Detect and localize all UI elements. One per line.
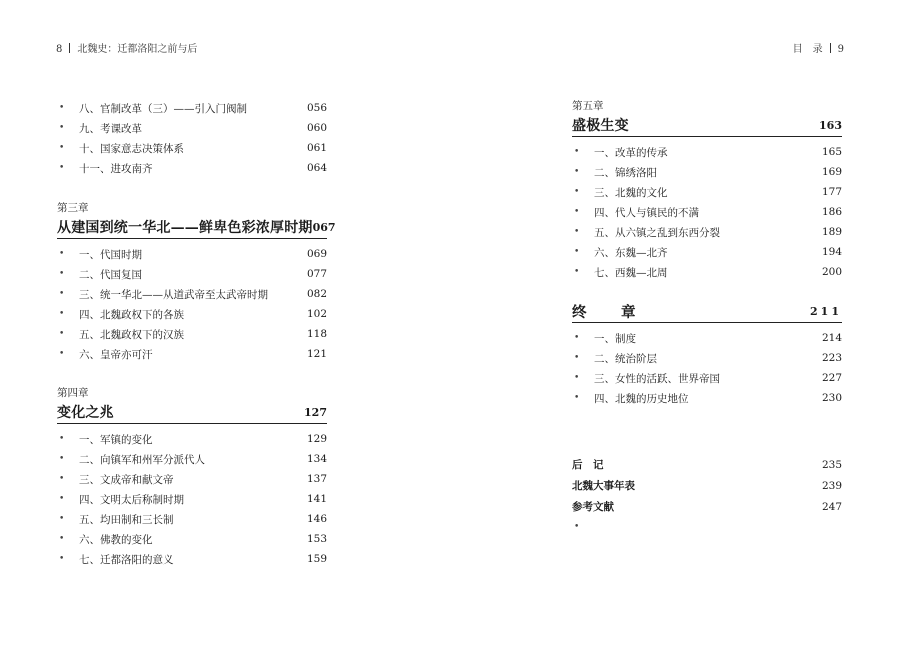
toc-entry-title: 四、文明太后称制时期 bbox=[79, 493, 184, 506]
toc-entry-title: 四、北魏政权下的各族 bbox=[79, 308, 184, 321]
toc-entry[interactable] bbox=[57, 118, 327, 138]
toc-entry-title: 六、东魏—北齐 bbox=[594, 246, 668, 259]
header-divider bbox=[69, 43, 70, 53]
toc-entry-page: 146 bbox=[306, 513, 327, 525]
chapter-4 bbox=[57, 385, 327, 569]
toc-entry-title: 六、佛教的变化 bbox=[79, 533, 153, 546]
chapter-title-row[interactable] bbox=[57, 401, 327, 424]
toc-entry-page: 137 bbox=[306, 473, 327, 485]
toc-entry[interactable] bbox=[57, 304, 327, 324]
bullet-icon: • bbox=[59, 534, 65, 544]
toc-entry-title: 六、皇帝亦可汗 bbox=[79, 348, 153, 361]
toc-left-column bbox=[57, 98, 336, 569]
toc-entry-page: 061 bbox=[306, 142, 327, 154]
toc-entry[interactable] bbox=[572, 162, 842, 182]
bullet-icon: • bbox=[59, 554, 65, 564]
chapter-title: 终 章 bbox=[572, 303, 646, 321]
toc-entry-title: 四、北魏的历史地位 bbox=[594, 392, 689, 405]
toc-entry-page: 121 bbox=[306, 348, 327, 360]
toc-entry[interactable] bbox=[572, 142, 842, 162]
toc-entry[interactable] bbox=[572, 368, 842, 388]
toc-entry-title: 十、国家意志决策体系 bbox=[79, 142, 184, 155]
bullet-icon: • bbox=[59, 349, 65, 359]
toc-entry-title: 三、统一华北——从道武帝至太武帝时期 bbox=[79, 288, 268, 301]
bullet-icon: • bbox=[59, 289, 65, 299]
toc-entry[interactable] bbox=[57, 244, 327, 264]
toc-entry[interactable] bbox=[57, 98, 327, 118]
toc-entry[interactable] bbox=[57, 284, 327, 304]
toc-entry-title: 五、均田制和三长制 bbox=[79, 513, 174, 526]
toc-entry-page: 056 bbox=[306, 102, 327, 114]
toc-entry-page: 077 bbox=[306, 268, 327, 280]
toc-entry-page: 165 bbox=[821, 146, 842, 158]
toc-entry-title: 八、官制改革（三）——引入门阀制 bbox=[79, 102, 247, 115]
toc-entry[interactable] bbox=[57, 324, 327, 344]
header-divider bbox=[830, 43, 831, 53]
toc-entry-title: 七、西魏—北周 bbox=[594, 266, 668, 279]
toc-entry[interactable] bbox=[572, 202, 842, 222]
bullet-icon: • bbox=[574, 207, 580, 217]
toc-right-column bbox=[572, 98, 842, 537]
toc-continued-section bbox=[57, 98, 327, 178]
chapter-label: 第四章 bbox=[57, 387, 89, 399]
bullet-icon: • bbox=[574, 147, 580, 157]
toc-entry[interactable] bbox=[572, 242, 842, 262]
toc-entry-title: 四、代人与镇民的不满 bbox=[594, 206, 699, 219]
toc-entry[interactable] bbox=[57, 158, 327, 178]
toc-entry-title: 一、制度 bbox=[594, 332, 636, 345]
toc-entry-title: 三、文成帝和献文帝 bbox=[79, 473, 174, 486]
bullet-icon: • bbox=[59, 514, 65, 524]
toc-entry-page: 064 bbox=[306, 162, 327, 174]
toc-entry-page: 247 bbox=[821, 500, 842, 513]
toc-entry-title: 一、代国时期 bbox=[79, 248, 142, 261]
chapter-title-row[interactable] bbox=[572, 300, 842, 323]
bullet-icon: • bbox=[59, 454, 65, 464]
toc-entry[interactable] bbox=[57, 489, 327, 509]
toc-entry-page: 134 bbox=[306, 453, 327, 465]
toc-entry-page: 235 bbox=[821, 458, 842, 471]
toc-entry[interactable] bbox=[57, 264, 327, 284]
chapter-page: 163 bbox=[819, 118, 842, 132]
toc-entry-title: 五、北魏政权下的汉族 bbox=[79, 328, 184, 341]
chapter-title: 盛极生变 bbox=[572, 118, 629, 134]
toc-entry[interactable] bbox=[57, 529, 327, 549]
toc-entry-page: 239 bbox=[821, 479, 842, 492]
toc-entry-page: 214 bbox=[821, 332, 842, 344]
toc-entry[interactable] bbox=[57, 509, 327, 529]
chapter-title: 从建国到统一华北——鲜卑色彩浓厚时期 bbox=[57, 220, 313, 236]
chapter-title: 变化之兆 bbox=[57, 405, 114, 421]
toc-entry-title: 一、军镇的变化 bbox=[79, 433, 153, 446]
bullet-icon: • bbox=[574, 373, 580, 383]
toc-entry-page: 102 bbox=[306, 308, 327, 320]
bullet-icon: • bbox=[59, 269, 65, 279]
bullet-icon: • bbox=[574, 522, 580, 532]
toc-entry-title: 五、从六镇之乱到东西分裂 bbox=[594, 226, 720, 239]
chapter-5 bbox=[572, 98, 842, 282]
bullet-icon: • bbox=[574, 267, 580, 277]
toc-entry-page: 129 bbox=[306, 433, 327, 445]
chapter-title-row[interactable] bbox=[57, 216, 336, 239]
toc-entry-page: 153 bbox=[306, 533, 327, 545]
toc-back-entry[interactable] bbox=[572, 496, 842, 517]
toc-entry-page: 141 bbox=[306, 493, 327, 505]
bullet-icon: • bbox=[59, 103, 65, 113]
toc-entry-title: 二、向镇军和州军分派代人 bbox=[79, 453, 205, 466]
toc-entry[interactable] bbox=[572, 348, 842, 368]
toc-entry-page: 169 bbox=[821, 166, 842, 178]
toc-entry-page: 230 bbox=[821, 392, 842, 404]
toc-entry[interactable] bbox=[57, 549, 327, 569]
toc-entry-title: 一、改革的传承 bbox=[594, 146, 668, 159]
bullet-icon: • bbox=[574, 187, 580, 197]
running-header-left bbox=[56, 40, 197, 55]
toc-entry-title: 参考文献 bbox=[572, 501, 614, 513]
bullet-icon: • bbox=[59, 494, 65, 504]
toc-entry-page: 060 bbox=[306, 122, 327, 134]
toc-entry[interactable] bbox=[57, 429, 327, 449]
bullet-icon: • bbox=[59, 329, 65, 339]
toc-entry-page: 159 bbox=[306, 553, 327, 565]
bullet-icon: • bbox=[574, 353, 580, 363]
bullet-icon: • bbox=[59, 474, 65, 484]
toc-entry-title: 三、北魏的文化 bbox=[594, 186, 668, 199]
toc-back-entry[interactable] bbox=[572, 454, 842, 475]
contents-header: 目 录 bbox=[792, 44, 823, 55]
toc-entry-page: 177 bbox=[821, 186, 842, 198]
toc-entry[interactable] bbox=[572, 222, 842, 242]
toc-entry[interactable] bbox=[572, 182, 842, 202]
toc-entry[interactable] bbox=[57, 449, 327, 469]
final-chapter bbox=[572, 300, 842, 408]
toc-entry-title: 七、迁都洛阳的意义 bbox=[79, 553, 174, 566]
bullet-icon: • bbox=[59, 163, 65, 173]
book-title-header: 北魏史：迁都洛阳之前与后 bbox=[77, 44, 198, 55]
chapter-label: 第五章 bbox=[572, 100, 604, 112]
toc-entry-title: 三、女性的活跃、世界帝国 bbox=[594, 372, 720, 385]
chapter-page: 127 bbox=[304, 405, 327, 419]
page-number-left: 8 bbox=[56, 44, 63, 55]
chapter-label: 第三章 bbox=[57, 202, 89, 214]
toc-entry-title: 二、代国复国 bbox=[79, 268, 142, 281]
toc-entry-page: 223 bbox=[821, 352, 842, 364]
bullet-icon: • bbox=[59, 123, 65, 133]
toc-entry[interactable] bbox=[57, 469, 327, 489]
toc-entry[interactable] bbox=[57, 344, 327, 364]
toc-entry-title: 二、锦绣洛阳 bbox=[594, 166, 657, 179]
bullet-icon: • bbox=[574, 393, 580, 403]
back-matter bbox=[572, 454, 842, 537]
toc-entry-title: 十一、进攻南齐 bbox=[79, 162, 153, 175]
toc-entry-page: 082 bbox=[306, 288, 327, 300]
toc-entry-page: 069 bbox=[306, 248, 327, 260]
chapter-3 bbox=[57, 200, 336, 364]
running-header-right bbox=[793, 40, 844, 55]
toc-entry[interactable] bbox=[572, 328, 842, 348]
bullet-icon: • bbox=[59, 309, 65, 319]
bullet-icon: • bbox=[574, 167, 580, 177]
toc-entry-title: 九、考课改革 bbox=[79, 122, 142, 135]
toc-entry-title: 北魏大事年表 bbox=[572, 480, 635, 492]
bullet-icon: • bbox=[59, 143, 65, 153]
bullet-icon: • bbox=[59, 249, 65, 259]
toc-entry-page: 200 bbox=[821, 266, 842, 278]
toc-entry[interactable] bbox=[572, 262, 842, 282]
toc-entry[interactable] bbox=[57, 138, 327, 158]
toc-entry[interactable] bbox=[572, 388, 842, 408]
chapter-page: 211 bbox=[810, 304, 842, 318]
chapter-title-row[interactable] bbox=[572, 114, 842, 137]
chapter-page: 067 bbox=[312, 220, 336, 234]
toc-entry-page: 227 bbox=[821, 372, 842, 384]
trailing-bullet bbox=[572, 517, 842, 537]
bullet-icon: • bbox=[59, 434, 65, 444]
bullet-icon: • bbox=[574, 247, 580, 257]
toc-back-entry[interactable] bbox=[572, 475, 842, 496]
toc-entry-title: 后 记 bbox=[572, 459, 604, 471]
toc-entry-page: 118 bbox=[306, 328, 327, 340]
toc-entry-page: 186 bbox=[821, 206, 842, 218]
toc-entry-page: 194 bbox=[821, 246, 842, 258]
bullet-icon: • bbox=[574, 227, 580, 237]
toc-entry-page: 189 bbox=[821, 226, 842, 238]
toc-entry-title: 二、统治阶层 bbox=[594, 352, 657, 365]
bullet-icon: • bbox=[574, 333, 580, 343]
page-number-right: 9 bbox=[837, 44, 844, 55]
